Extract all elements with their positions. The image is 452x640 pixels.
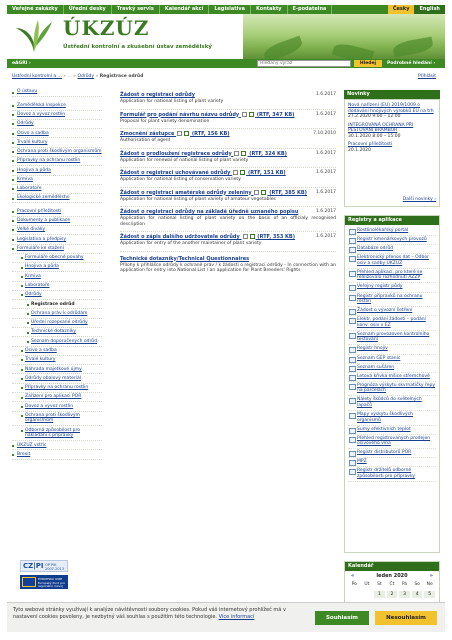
main-content <box>120 90 336 278</box>
document-item <box>120 90 336 110</box>
language-switch <box>388 5 445 14</box>
search-bar <box>7 59 445 68</box>
registry-link[interactable]: Nálety škůdců do světelných lapačů <box>348 396 436 411</box>
rtf-icon <box>261 190 266 195</box>
file-icon <box>242 112 247 117</box>
breadcrumb-separator: » <box>95 74 99 79</box>
rtf-icon <box>240 170 245 175</box>
registry-link[interactable]: Registr distributorů POR <box>348 449 436 458</box>
document-link[interactable]: Žádost o zápis dalšího udržovatele odrůdy <box>120 234 240 240</box>
registry-link[interactable]: Mapy výskytu škodlivých organismů <box>348 411 436 426</box>
document-item <box>120 129 336 149</box>
registries-box <box>344 215 440 553</box>
document-date: 1.6.2017 <box>315 92 336 97</box>
sidebar-item-about[interactable]: O ústavu <box>12 88 102 97</box>
left-sidebar <box>12 88 102 460</box>
eu-logo[interactable]: EVROPSKÁ UNIE Evropský fond pro regionální rozvoj <box>20 575 68 589</box>
calendar-month-nav <box>345 571 439 581</box>
sidebar-item-variety-registration[interactable]: Registrace odrůd <box>12 300 102 309</box>
czpi-logo[interactable]: CZ|PI OP PIK 2007-2013 <box>20 560 68 572</box>
document-file-link[interactable]: (RTF, 347 KB) <box>256 111 295 118</box>
site-header <box>7 14 445 59</box>
sidebar-item-application-devices[interactable]: Zařízení pro aplikaci POR <box>12 393 102 402</box>
file-icon <box>243 234 248 239</box>
breadcrumb-ellipsis: » ... » <box>63 74 77 79</box>
document-item <box>120 207 336 232</box>
technical-questionnaires-link[interactable]: Technické dotazníky/Technical Questionnaires <box>120 255 250 262</box>
document-date: 1.6.2017 <box>315 150 336 156</box>
sidebar-item-forms-import-export[interactable]: Dovoz a vývoz rostlin <box>12 402 102 411</box>
sidebar-item-official-varieties[interactable]: Úřední rozepsané odrůdy <box>12 319 102 328</box>
calendar-day[interactable]: 4 <box>412 591 423 598</box>
calendar-month-label: leden 2020 <box>376 573 408 579</box>
document-file-link[interactable]: (RTF, 151 KB) <box>247 170 286 176</box>
sidebar-item-compensation[interactable]: Náhrada majetkové újmy <box>12 365 102 374</box>
document-description: Application for renewal of national listing of plant variety <box>120 157 249 163</box>
registry-link[interactable]: Registr přípravků na ochranu rostlin <box>348 293 436 308</box>
calendar-grid <box>345 581 439 598</box>
document-description: Application for entry of the another maintainer of plant variety <box>120 241 262 246</box>
calendar-day[interactable]: 3 <box>399 591 410 598</box>
wheat-logo-icon[interactable] <box>12 18 56 54</box>
breadcrumb <box>12 74 143 79</box>
news-date: 27.2.2020 9:00 – 12:00 <box>348 114 401 119</box>
registry-link[interactable]: Žádost o vývozní šetření <box>348 307 436 316</box>
registry-link[interactable]: Sumy efektivních teplot <box>348 426 436 435</box>
sidebar-item-packaging[interactable]: Odrůdy obalový materiál <box>12 374 102 383</box>
top-nav-e-podatelna[interactable]: E-podatelna <box>288 5 333 14</box>
search-input[interactable] <box>257 60 351 67</box>
news-item <box>348 123 436 140</box>
news-box <box>344 99 440 207</box>
sidebar-item-fertilizers-soil[interactable]: Hnojiva a půda <box>12 166 102 175</box>
news-item <box>348 103 436 120</box>
brand-title[interactable]: ÚKZÚZ <box>63 16 150 40</box>
registry-link[interactable]: Registr kmenárkových provozů <box>348 236 436 245</box>
weekday-label: St <box>377 582 382 587</box>
sidebar-item-recommended-varieties[interactable]: Seznam doporučených odrůd <box>12 337 102 346</box>
top-nav-links <box>7 5 388 14</box>
weekday-label: Po <box>351 582 357 587</box>
sidebar-item-legislation[interactable]: Legislativa a předpisy <box>12 235 102 244</box>
calendar-empty-cell <box>361 591 374 598</box>
advanced-search-link[interactable]: Podrobné hledání › <box>387 61 436 66</box>
sidebar-item-seeds[interactable]: Osivo a sadba <box>12 129 102 138</box>
technical-questionnaires-item <box>120 252 336 278</box>
rtf-icon <box>241 151 246 156</box>
eu-flag-icon <box>22 577 36 587</box>
more-news-link[interactable]: Další novinky › <box>402 197 436 202</box>
sidebar-item-forms-perennial[interactable]: Trvalé kultury <box>12 356 102 365</box>
registry-link[interactable]: Veřejný registr půdy <box>348 283 436 292</box>
header-field-image <box>243 14 445 59</box>
top-nav-public-tenders[interactable]: Veřejné zakázky <box>7 5 64 14</box>
sidebar-item-plant-protection-products[interactable]: Přípravky na ochranu rostlin <box>12 157 102 166</box>
registry-link[interactable]: Rostlinolékařský portál <box>348 227 436 236</box>
document-link[interactable]: Žádost o registraci uchovávané odrůdy <box>120 170 231 176</box>
news-date: 30.1.2020 8:00 – 15:00 <box>348 133 401 139</box>
document-link[interactable]: Žádost o registraci amatérské odrůdy zeleniny <box>120 189 252 196</box>
calendar-heading: Kalendář <box>345 562 439 571</box>
document-item <box>120 149 336 169</box>
sidebar-item-organic-farming[interactable]: Ekologické zemědělství <box>12 194 102 203</box>
document-item <box>120 232 336 252</box>
document-file-link[interactable]: (RTF, 353 KB) <box>257 234 296 240</box>
registry-link[interactable]: Seznam GEP stanic <box>348 355 436 364</box>
login-link[interactable]: Přihlásit <box>418 74 436 79</box>
news-item <box>348 142 436 153</box>
sidebar-item-technical-questionnaires[interactable]: Technické dotazníky <box>12 328 102 337</box>
document-description: Application for national listing of plant variety <box>120 99 224 104</box>
registry-link[interactable]: Elektr. podání žádosti – podání konv. osiv v EZ <box>348 316 436 331</box>
breadcrumb-parent[interactable]: Odrůdy <box>77 74 95 79</box>
document-file-link[interactable]: (RTF, 385 KB) <box>269 189 307 196</box>
lang-english[interactable]: English <box>414 5 445 14</box>
document-description: Application for national listing of plant variety on the basis of an officialy recognised description <box>120 216 336 227</box>
sidebar-item-forms-labs[interactable]: Laboratoře <box>12 282 102 291</box>
document-date: 1.6.2017 <box>315 189 336 195</box>
sidebar-item-forms-varieties[interactable]: Odrůdy <box>12 291 102 300</box>
weekday-label: Čt <box>389 582 395 587</box>
registry-link[interactable]: Seznam provozoven kontrolního testování <box>348 331 436 346</box>
sidebar-item-varieties[interactable]: Odrůdy <box>12 120 102 129</box>
sidebar-item-feed[interactable]: Krmiva <box>12 176 102 185</box>
cookie-accept-button[interactable]: Souhlasím <box>315 611 369 625</box>
registry-link[interactable]: MPZ <box>348 458 436 467</box>
news-link[interactable]: Nová nařízení (EU) 2019/1009 o dodávání hnojivých výrobků EU na trh <box>348 103 434 114</box>
sidebar-item-import-export[interactable]: Dovoz a vývoz rostlin <box>12 111 102 120</box>
sidebar-item-brexit[interactable]: Brexit <box>12 450 102 459</box>
file-icon <box>234 151 239 156</box>
sidebar-item-professional-competence[interactable]: Odborná způsobilost pro nakládání s přípravky <box>12 426 102 441</box>
top-nav-legislation[interactable]: Legislativa <box>209 5 251 14</box>
cookie-more-info-link[interactable]: Více informací <box>218 613 255 620</box>
top-nav-official-boards[interactable]: Úřední desky <box>64 5 112 14</box>
document-link[interactable]: Žádost o registraci odrůdy <box>120 92 195 98</box>
registry-link[interactable]: Elektronický přenos dat – Odbor osiv a sadby ÚKZÚZ <box>348 254 436 269</box>
registry-link[interactable]: Prognóza výskytu skvrnatičky řepy na parcelách <box>348 382 436 397</box>
document-date: 1.6.2017 <box>315 234 336 239</box>
sidebar-item-laboratories[interactable]: Laboratoře <box>12 185 102 194</box>
sidebar-item-documents[interactable]: Dokumenty a publikace <box>12 217 102 226</box>
registry-link[interactable]: Databáze odrůd <box>348 245 436 254</box>
sidebar-item-jobs[interactable]: Pracovní příležitosti <box>12 207 102 216</box>
weekday-label: So <box>414 582 420 587</box>
search-button[interactable]: Hledej <box>354 60 382 67</box>
weekday-label: Pá <box>401 582 408 587</box>
top-nav-contacts[interactable]: Kontakty <box>251 5 288 14</box>
rtf-icon <box>249 112 254 117</box>
registry-link[interactable]: Registr držitelů odborné způsobilosti pro přípravky <box>348 467 436 482</box>
document-item <box>120 110 336 130</box>
top-nav-events-calendar[interactable]: Kalendář akcí <box>160 5 209 14</box>
news-link[interactable]: Pracovní příležitosti <box>348 142 393 147</box>
calendar-next-button[interactable]: » <box>429 573 433 579</box>
calendar-day[interactable]: 2 <box>387 591 398 598</box>
calendar-day[interactable]: 1 <box>374 591 385 598</box>
document-date: 1.6.2017 <box>315 209 336 214</box>
rtf-icon <box>184 131 189 136</box>
weekday-label: Út <box>364 582 370 587</box>
right-column <box>344 90 440 619</box>
calendar-day[interactable]: 5 <box>424 591 435 598</box>
breadcrumb-root[interactable]: Ústřední kontrolní a ... <box>12 74 62 79</box>
document-link[interactable]: Žádost o registraci odrůdy na základě úředně uznaného popisu <box>120 209 299 215</box>
sidebar-item-forms-feed[interactable]: Krmiva <box>12 272 102 281</box>
sidebar-item-forms-fertilizers[interactable]: Hnojiva a půda <box>12 263 102 272</box>
document-link[interactable]: Formulář pro podání návrhu názvu odrůdy <box>120 111 240 118</box>
document-file-link[interactable]: (RTF, 324 KB) <box>249 150 287 157</box>
top-navigation-bar <box>7 5 445 14</box>
document-item <box>120 188 336 208</box>
news-link[interactable]: INTEGROVANÁ OCHRANA PŘI PĚSTOVÁNÍ BRAMBOR <box>348 122 414 133</box>
top-nav-press-service[interactable]: Travký servis <box>112 5 160 14</box>
document-item <box>120 168 336 188</box>
document-description: Application for national listing of conservation variety <box>120 177 241 182</box>
registry-link[interactable]: Seznam sušáren <box>348 364 436 373</box>
file-icon <box>233 170 238 175</box>
sidebar-item-ukzuz-welcome[interactable]: ÚKZÚZ vstříc <box>12 441 102 450</box>
document-date: 7.10.2010 <box>313 131 336 136</box>
document-description: Application for national listing of plant variety of amateur vegetables <box>120 196 276 202</box>
brand-subtitle: Ústřední kontrolní a zkušební ústav zemědělský <box>63 44 212 50</box>
news-heading: Novinky <box>344 90 440 99</box>
eagri-link[interactable]: eAGRI › <box>12 61 31 66</box>
cookie-text: Tyto webové stránky využívají k analýze návštěvnosti soubory cookies. Pokud váš internetový prohlížeč má v nastavení cookies povoleny, je nezbytný váš souhlas s použitím této technologie. Více informací <box>13 607 286 620</box>
document-date: 1.6.2017 <box>315 170 336 175</box>
sidebar-item-forms-ppp[interactable]: Přípravky na ochranu rostlin <box>12 384 102 393</box>
registry-link[interactable]: Přehled aplikací, pro které se realizovalo rozhodnutí AZZP <box>348 269 436 284</box>
registry-link[interactable]: Registr hnojiv <box>348 345 436 354</box>
registry-link[interactable]: Letová křivka mšice střemchové <box>348 373 436 382</box>
sidebar-item-tenders[interactable]: Velké diváky <box>12 226 102 235</box>
document-description: Proposal for plant variety denomination <box>120 118 210 124</box>
file-icon <box>254 190 259 195</box>
file-icon <box>177 131 182 136</box>
sidebar-item-general-forms[interactable]: Formuláře obecné povahy <box>12 254 102 263</box>
breadcrumb-current: Registrace odrůd <box>99 74 144 79</box>
sidebar-item-forms-seeds[interactable]: Osivo a sadba <box>12 347 102 356</box>
lang-czech[interactable]: Česky <box>388 5 415 14</box>
sidebar-item-forms[interactable]: Formuláře ke stažení <box>12 245 102 254</box>
document-link[interactable]: Zmocnění zástupce <box>120 131 175 137</box>
sidebar-item-variety-rights[interactable]: Ochrana práv k odrůdám <box>12 309 102 318</box>
sidebar-item-inspection[interactable]: Zemědělská inspekce <box>12 101 102 110</box>
technical-questionnaires-description: Přílohy k přihlášce odrůdy k ochraně práv / k žádosti o registraci odrůdy - In connection with an application for entry into National List / an application for Plant Breeders' Rights <box>120 262 336 273</box>
document-file-link[interactable]: (RTF, 156 KB) <box>191 131 230 137</box>
calendar-prev-button[interactable]: « <box>351 573 355 579</box>
weekday-label: Ne <box>426 582 433 587</box>
document-description: Authorisation of agent <box>120 138 171 143</box>
rtf-icon <box>250 234 255 239</box>
registries-heading: Registry a aplikace <box>345 216 439 225</box>
sidebar-item-forms-pests[interactable]: Ochrana proti škodlivým organismům <box>12 412 102 427</box>
document-date: 1.6.2017 <box>315 111 336 117</box>
sidebar-item-perennial-crops[interactable]: Trvalé kultury <box>12 138 102 147</box>
calendar-empty-cell <box>348 591 361 598</box>
registry-link[interactable]: Přehled registrovaných prodejen osivového vína <box>348 435 436 450</box>
document-link[interactable]: Žádost o prodloužení registrace odrůdy <box>120 150 232 157</box>
sidebar-item-pest-protection[interactable]: Ochrana proti škodlivým organismům <box>12 148 102 157</box>
cookie-reject-button[interactable]: Nesouhlasím <box>375 611 437 625</box>
news-date: 20.1.2020 <box>348 147 371 153</box>
cookie-consent-bar <box>7 602 445 632</box>
